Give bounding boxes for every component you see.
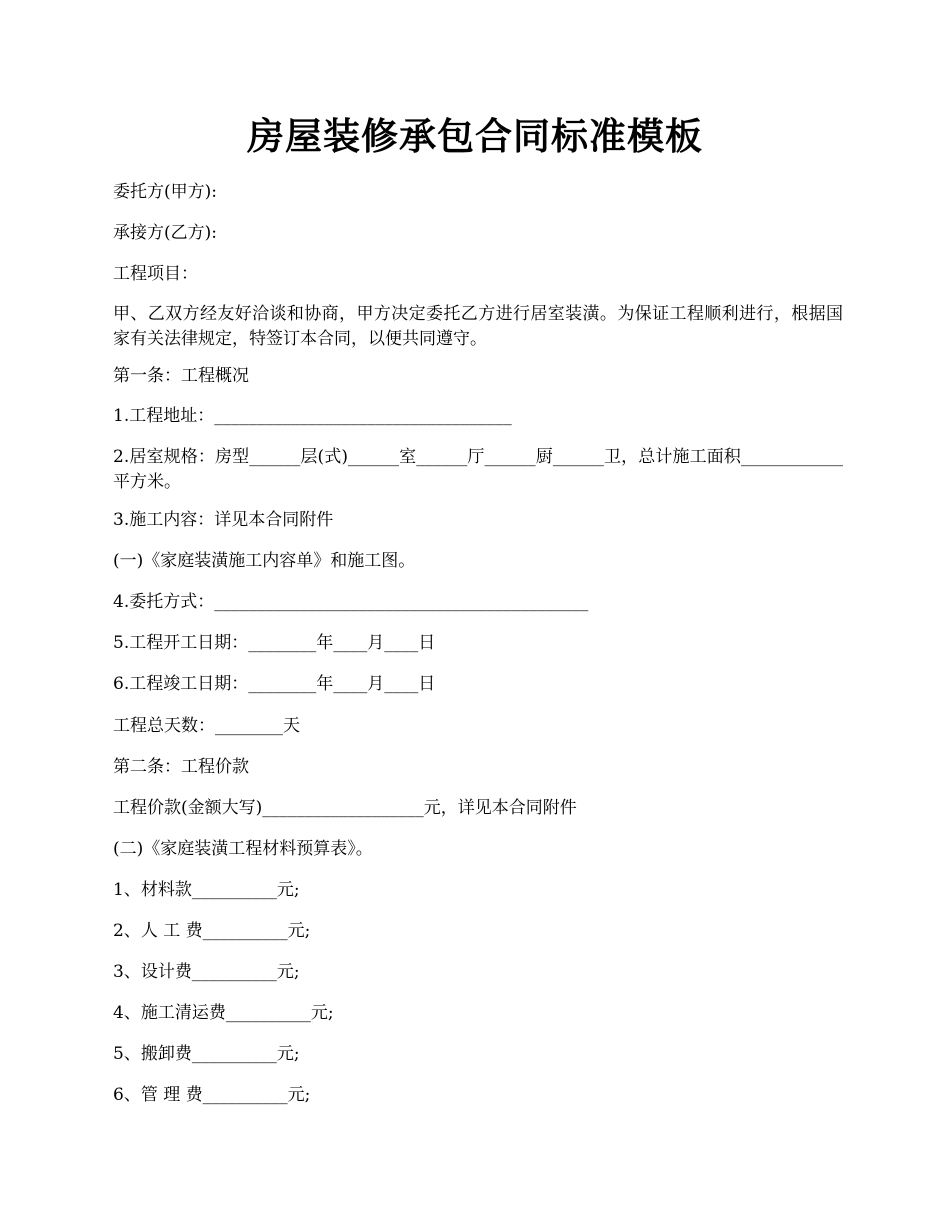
preamble-paragraph: 甲、乙双方经友好洽谈和协商，甲方决定委托乙方进行居室装潢。为保证工程顺利进行，根据国家有关法律规定，特签订本合同，以便共同遵守。 [113,304,843,349]
construction-content-line: 3.施工内容：详见本合同附件 [113,510,334,530]
project-price-line: 工程价款(金额大写)___________________元，详见本合同附件 [113,798,577,818]
start-date-line: 5.工程开工日期：________年____月____日 [113,633,436,653]
cleanup-fee-line: 4、施工清运费__________元; [113,1003,334,1023]
material-cost-line: 1、材料款__________元; [113,880,300,900]
attachment-1-line: (一)《家庭装潢施工内容单》和施工图。 [113,551,416,571]
article-2-heading: 第二条：工程价款 [113,757,249,777]
party-a-line: 委托方(甲方): [113,182,217,202]
document-title: 房屋装修承包合同标准模板 [247,114,703,158]
handling-fee-line: 5、搬卸费__________元; [113,1044,300,1064]
design-fee-line: 3、设计费__________元; [113,962,300,982]
total-days-line: 工程总天数：________天 [113,716,300,736]
room-spec-paragraph: 2.居室规格：房型______层(式)______室______厅______厨______卫，总计施工面积____________平方米。 [113,447,843,492]
completion-date-line: 6.工程竣工日期：________年____月____日 [113,674,436,694]
party-b-line: 承接方(乙方): [113,223,217,243]
project-line: 工程项目： [113,264,198,284]
attachment-2-line: (二)《家庭装潢工程材料预算表》。 [113,839,373,859]
management-fee-line: 6、管 理 费__________元; [113,1085,311,1105]
commission-method-line: 4.委托方式：____________________________________________ [113,592,589,612]
article-1-heading: 第一条：工程概况 [113,366,249,386]
labor-cost-line: 2、人 工 费__________元; [113,921,311,941]
project-address-line: 1.工程地址：___________________________________ [113,406,512,426]
